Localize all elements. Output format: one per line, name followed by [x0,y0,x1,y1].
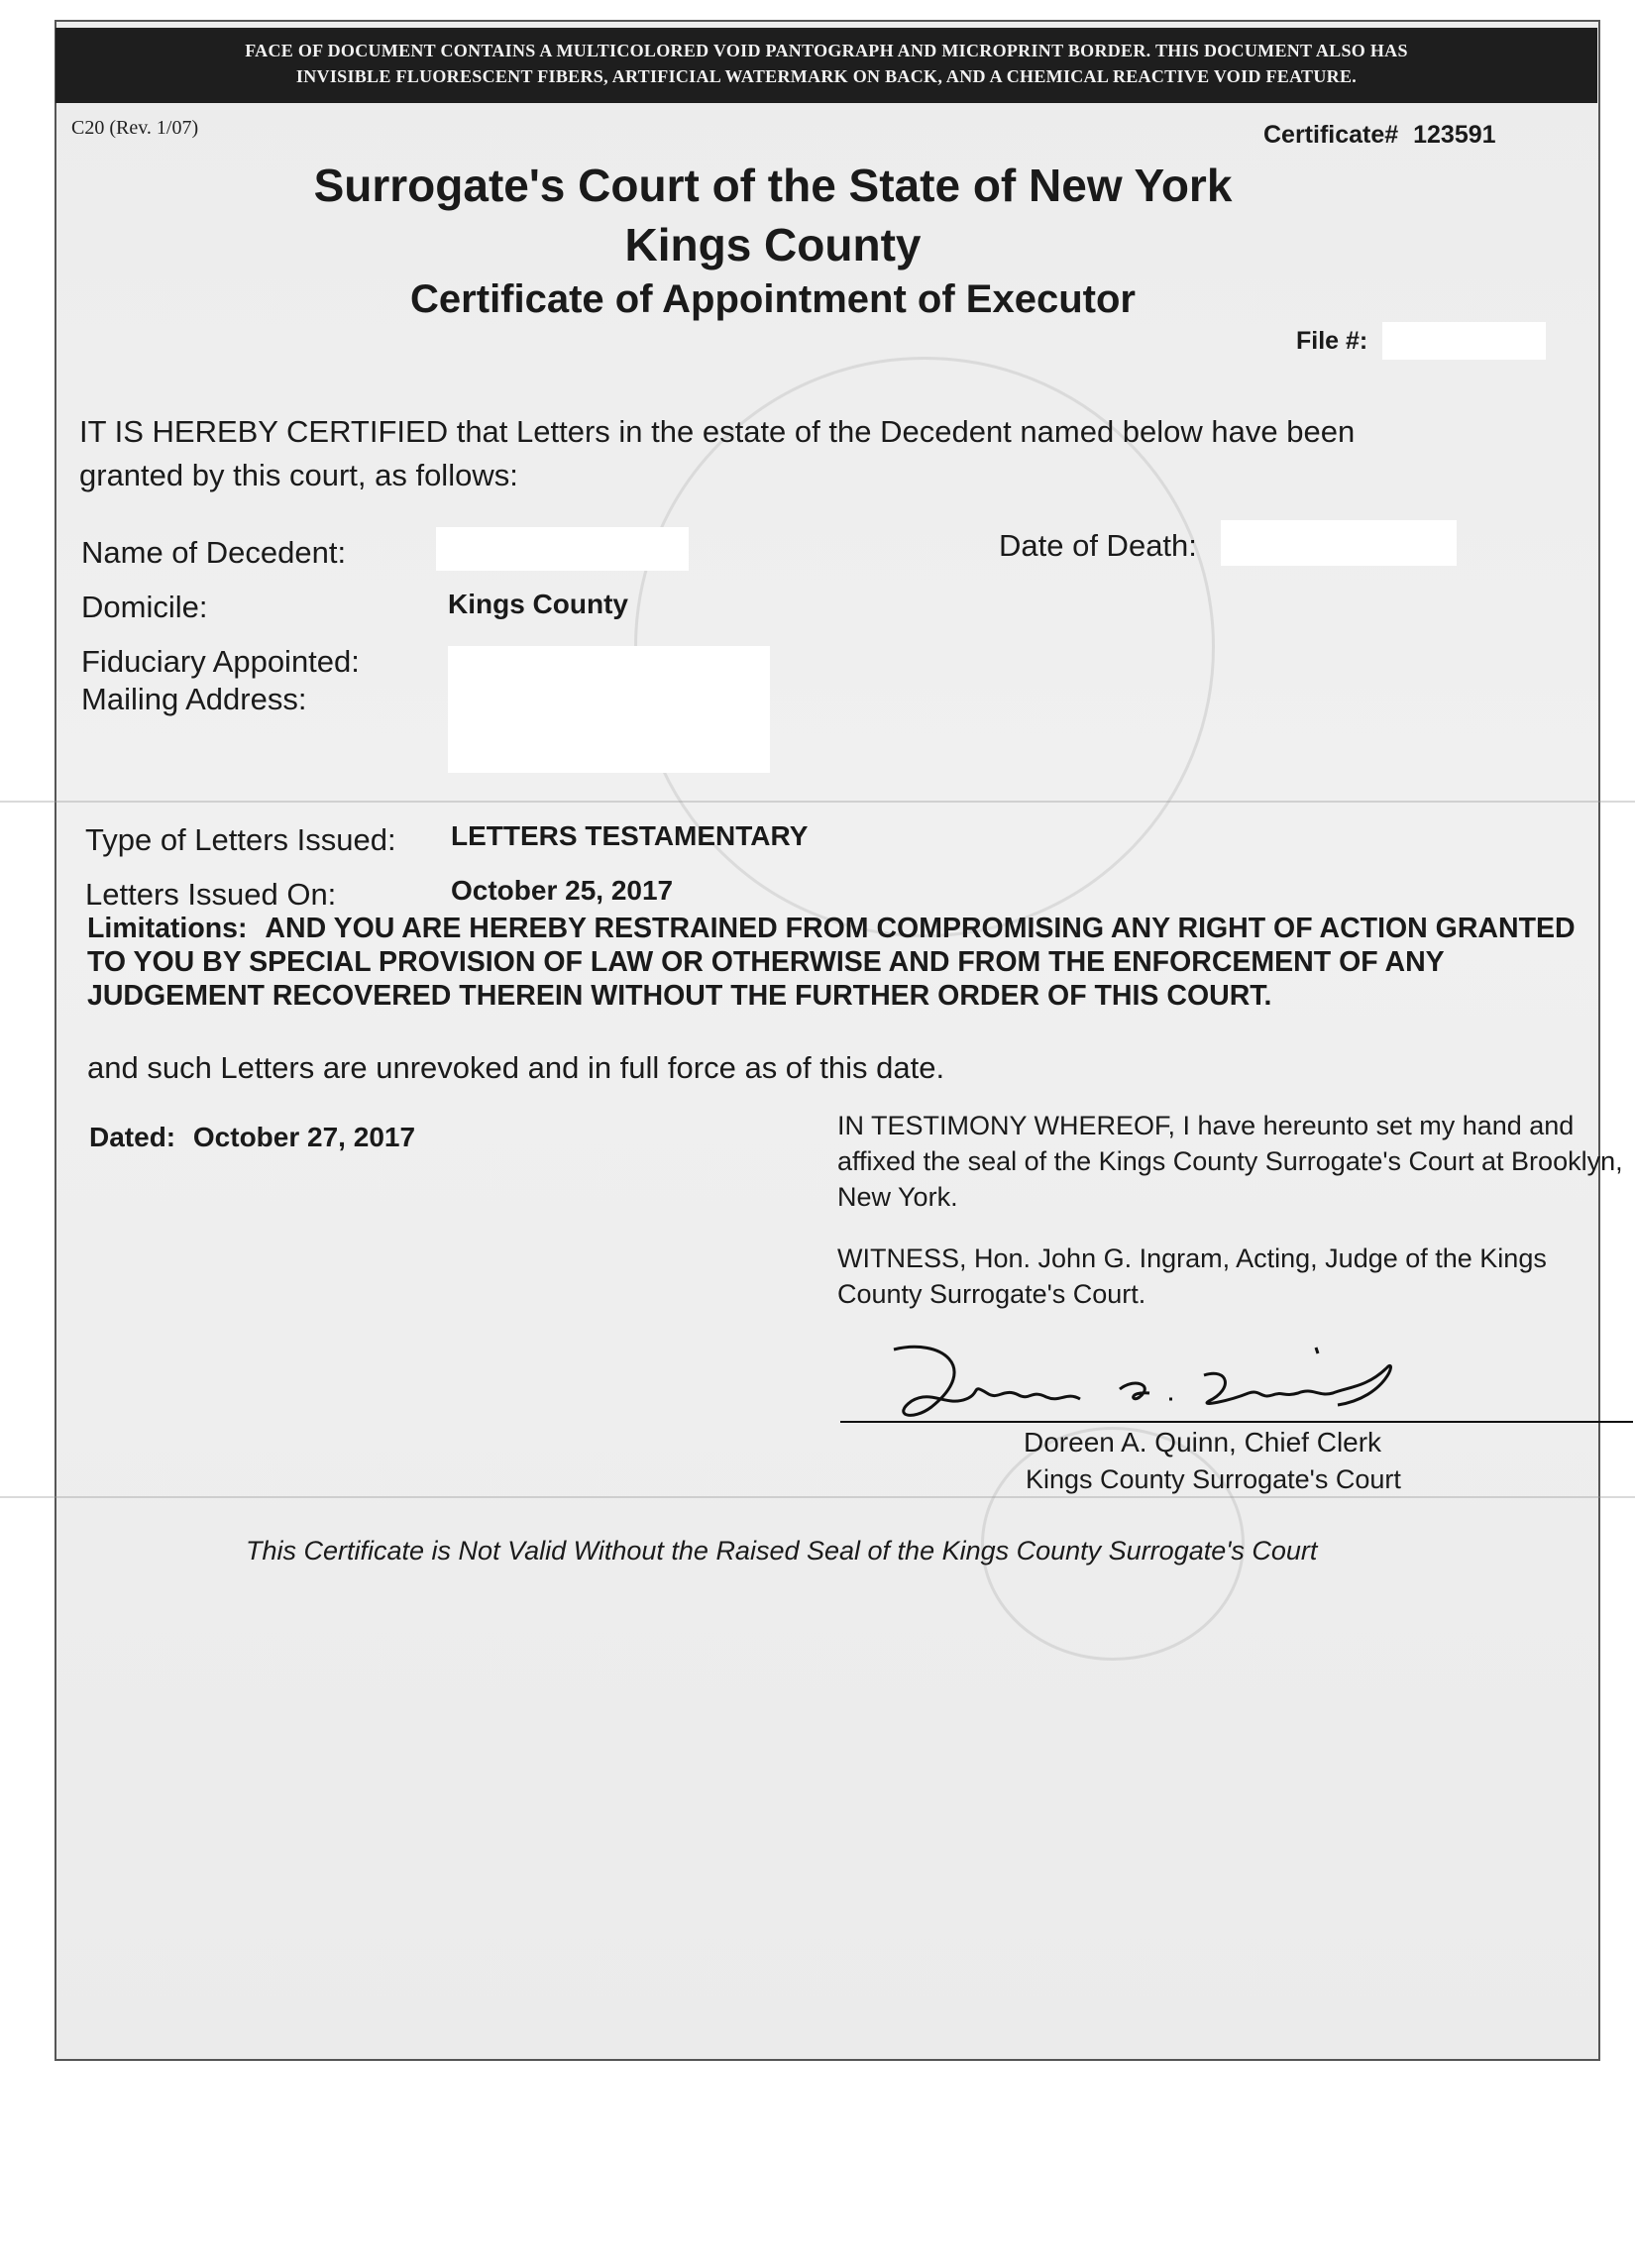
domicile-value: Kings County [448,589,628,619]
letters-issued-label: Letters Issued On: [85,877,337,912]
signatory-name-title: Doreen A. Quinn, Chief Clerk [1024,1427,1382,1458]
dated-label: Dated: [89,1122,176,1152]
form-code: C20 (Rev. 1/07) [71,117,199,139]
limitations-text: AND YOU ARE HEREBY RESTRAINED FROM COMPROMISING ANY RIGHT OF ACTION GRANTED TO YOU BY SPECIAL PROVISION OF LAW OR OTHERWISE AND FROM THE ENFORCEMENT OF ANY JUDGEMENT RECOVERED THEREIN WITHOUT THE FURTHER ORDER OF THIS COURT. [87,913,1576,1012]
letters-issued-value: October 25, 2017 [451,875,674,906]
limitations-block [87,912,1593,1013]
full-force-statement: and such Letters are unrevoked and in full force as of this date. [87,1050,945,1085]
signature-line [840,1421,1633,1423]
letters-type-label: Type of Letters Issued: [85,822,396,857]
domicile-label: Domicile: [81,590,208,624]
security-banner-line-2: INVISIBLE FLUORESCENT FIBERS, ARTIFICIAL WATERMARK ON BACK, AND A CHEMICAL REACTIVE VOID FEATURE. [295,66,1358,86]
security-banner [55,28,1597,103]
limitations-label: Limitations: [87,913,248,944]
fiduciary-label: Fiduciary Appointed: [81,644,360,679]
decedent-name-redaction [436,527,689,571]
certification-intro-line-1: IT IS HEREBY CERTIFIED that Letters in the estate of the Decedent named below have been [79,414,1356,449]
file-number-redaction [1382,322,1546,360]
seal-validity-note: This Certificate is Not Valid Without the Raised Seal of the Kings County Surrogate's Court [246,1536,1318,1566]
date-of-death-label: Date of Death: [999,528,1197,563]
file-number-label: File #: [1296,327,1368,355]
court-title: Surrogate's Court of the State of New York [313,160,1233,211]
letters-type-value: LETTERS TESTAMENTARY [451,820,809,851]
fold-crease [0,1496,1635,1498]
certificate-value: 123591 [1413,121,1496,149]
document-title: Certificate of Appointment of Executor [410,277,1136,321]
certificate-number [1263,121,1496,150]
county-title: Kings County [624,219,922,270]
certificate-sheet [54,20,1600,2061]
testimony-statement: IN TESTIMONY WHEREOF, I have hereunto set my hand and affixed the seal of the Kings County Surrogate's Court at Brooklyn, New York. [837,1111,1623,1212]
dated-line [89,1122,415,1153]
fold-crease [0,801,1635,803]
certification-intro-line-2: granted by this court, as follows: [79,458,518,492]
signatory-court: Kings County Surrogate's Court [1026,1464,1401,1494]
date-of-death-redaction [1221,520,1457,566]
security-banner-line-1: FACE OF DOCUMENT CONTAINS A MULTICOLORED VOID PANTOGRAPH AND MICROPRINT BORDER. THIS DOCUMENT ALSO HAS [245,41,1408,60]
decedent-label: Name of Decedent: [81,535,347,570]
dated-value: October 27, 2017 [192,1122,416,1152]
witness-statement: WITNESS, Hon. John G. Ingram, Acting, Judge of the Kings County Surrogate's Court. [837,1243,1547,1309]
mailing-address-label: Mailing Address: [81,682,307,716]
fiduciary-address-redaction [448,646,770,773]
certificate-label: Certificate# [1263,121,1399,149]
